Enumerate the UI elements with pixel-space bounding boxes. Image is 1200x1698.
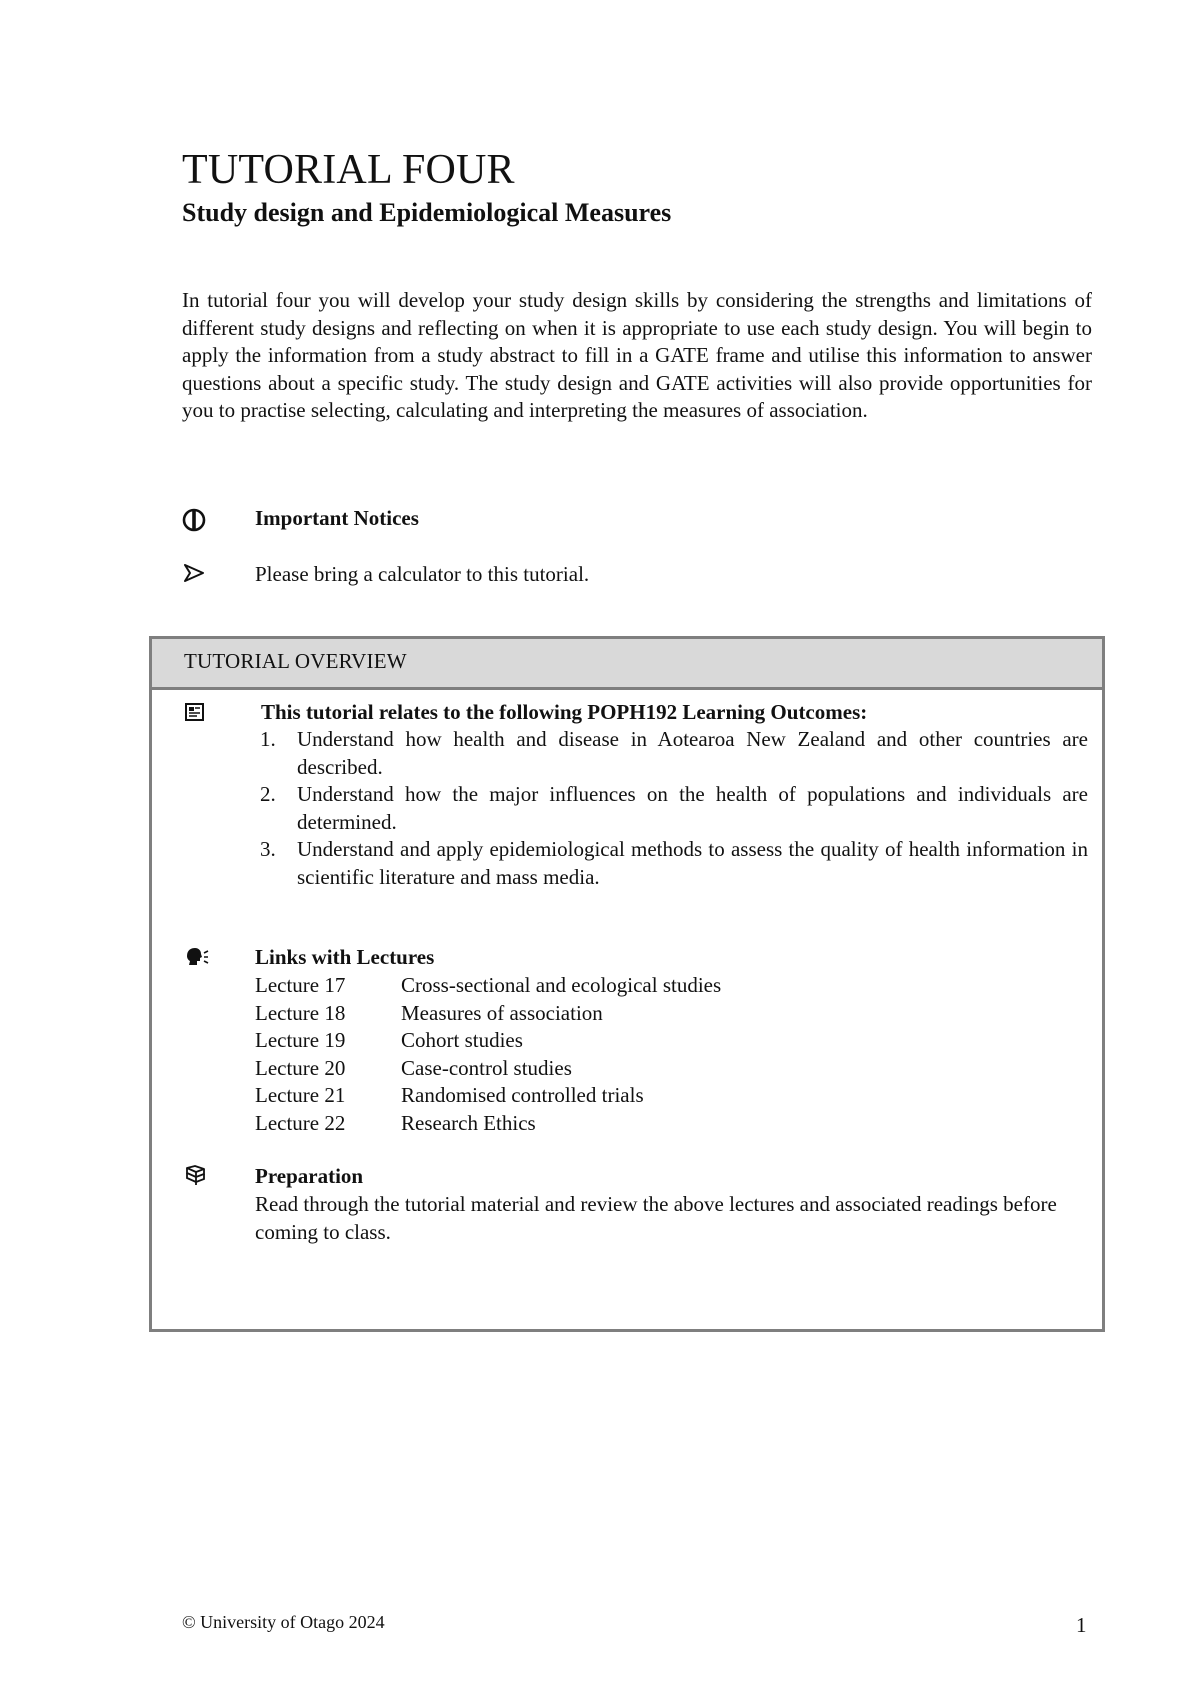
learning-outcomes-title: This tutorial relates to the following POPH192 Learning Outcomes: (261, 700, 868, 724)
speaker-head-icon (185, 947, 209, 967)
list-item: Lecture 22 Research Ethics (255, 1110, 536, 1135)
preparation-text: Read through the tutorial material and review the above lectures and associated readings before coming to class. (255, 1192, 1057, 1244)
list-item: Lecture 17 Cross-sectional and ecological studies (255, 973, 722, 997)
arrow-bullet-icon (184, 564, 204, 582)
page-number: 1 (1076, 1613, 1087, 1637)
intro-paragraph: In tutorial four you will develop your study design skills by considering the strengths and limitations of different study designs and reflecting on when it is appropriate to use each study design. You will begin to apply the information from a study abstract to fill in a GATE frame and utilise this information to answer questions about a specific study. The study design and GATE activities will also provide opportunities for you to practise selecting, calculating and interpreting the measures of association. (182, 288, 1092, 422)
copyright-footer: © University of Otago 2024 (182, 1612, 385, 1632)
learning-outcomes-list (260, 726, 1088, 891)
links-with-lectures-title: Links with Lectures (255, 945, 435, 969)
preparation-title: Preparation (255, 1164, 364, 1188)
list-item: Lecture 19 Cohort studies (255, 1028, 523, 1052)
important-notice-icon (182, 508, 206, 532)
list-item: Lecture 18 Measures of association (255, 1000, 603, 1025)
page-subtitle: Study design and Epidemiological Measures (182, 198, 672, 227)
books-icon (185, 1165, 206, 1186)
list-item: 2. Understand how the major influences on the health of populations and individuals are determined. (260, 782, 1088, 834)
list-item: 3. Understand and apply epidemiological methods to assess the quality of health information in scientific literature and mass media. (260, 837, 1088, 889)
overview-header (152, 639, 1102, 690)
list-item: Lecture 21 Randomised controlled trials (255, 1083, 644, 1107)
notices-title: Important Notices (255, 506, 419, 530)
overview-header-label: TUTORIAL OVERVIEW (184, 649, 407, 673)
learning-outcomes-icon (185, 703, 204, 721)
lectures-list (255, 972, 721, 1137)
notice-item: Please bring a calculator to this tutorial. (255, 562, 590, 586)
list-item: 1. Understand how health and disease in Aotearoa New Zealand and other countries are described. (260, 727, 1088, 779)
list-item: Lecture 20 Case-control studies (255, 1055, 572, 1080)
page-title: TUTORIAL FOUR (182, 147, 515, 193)
